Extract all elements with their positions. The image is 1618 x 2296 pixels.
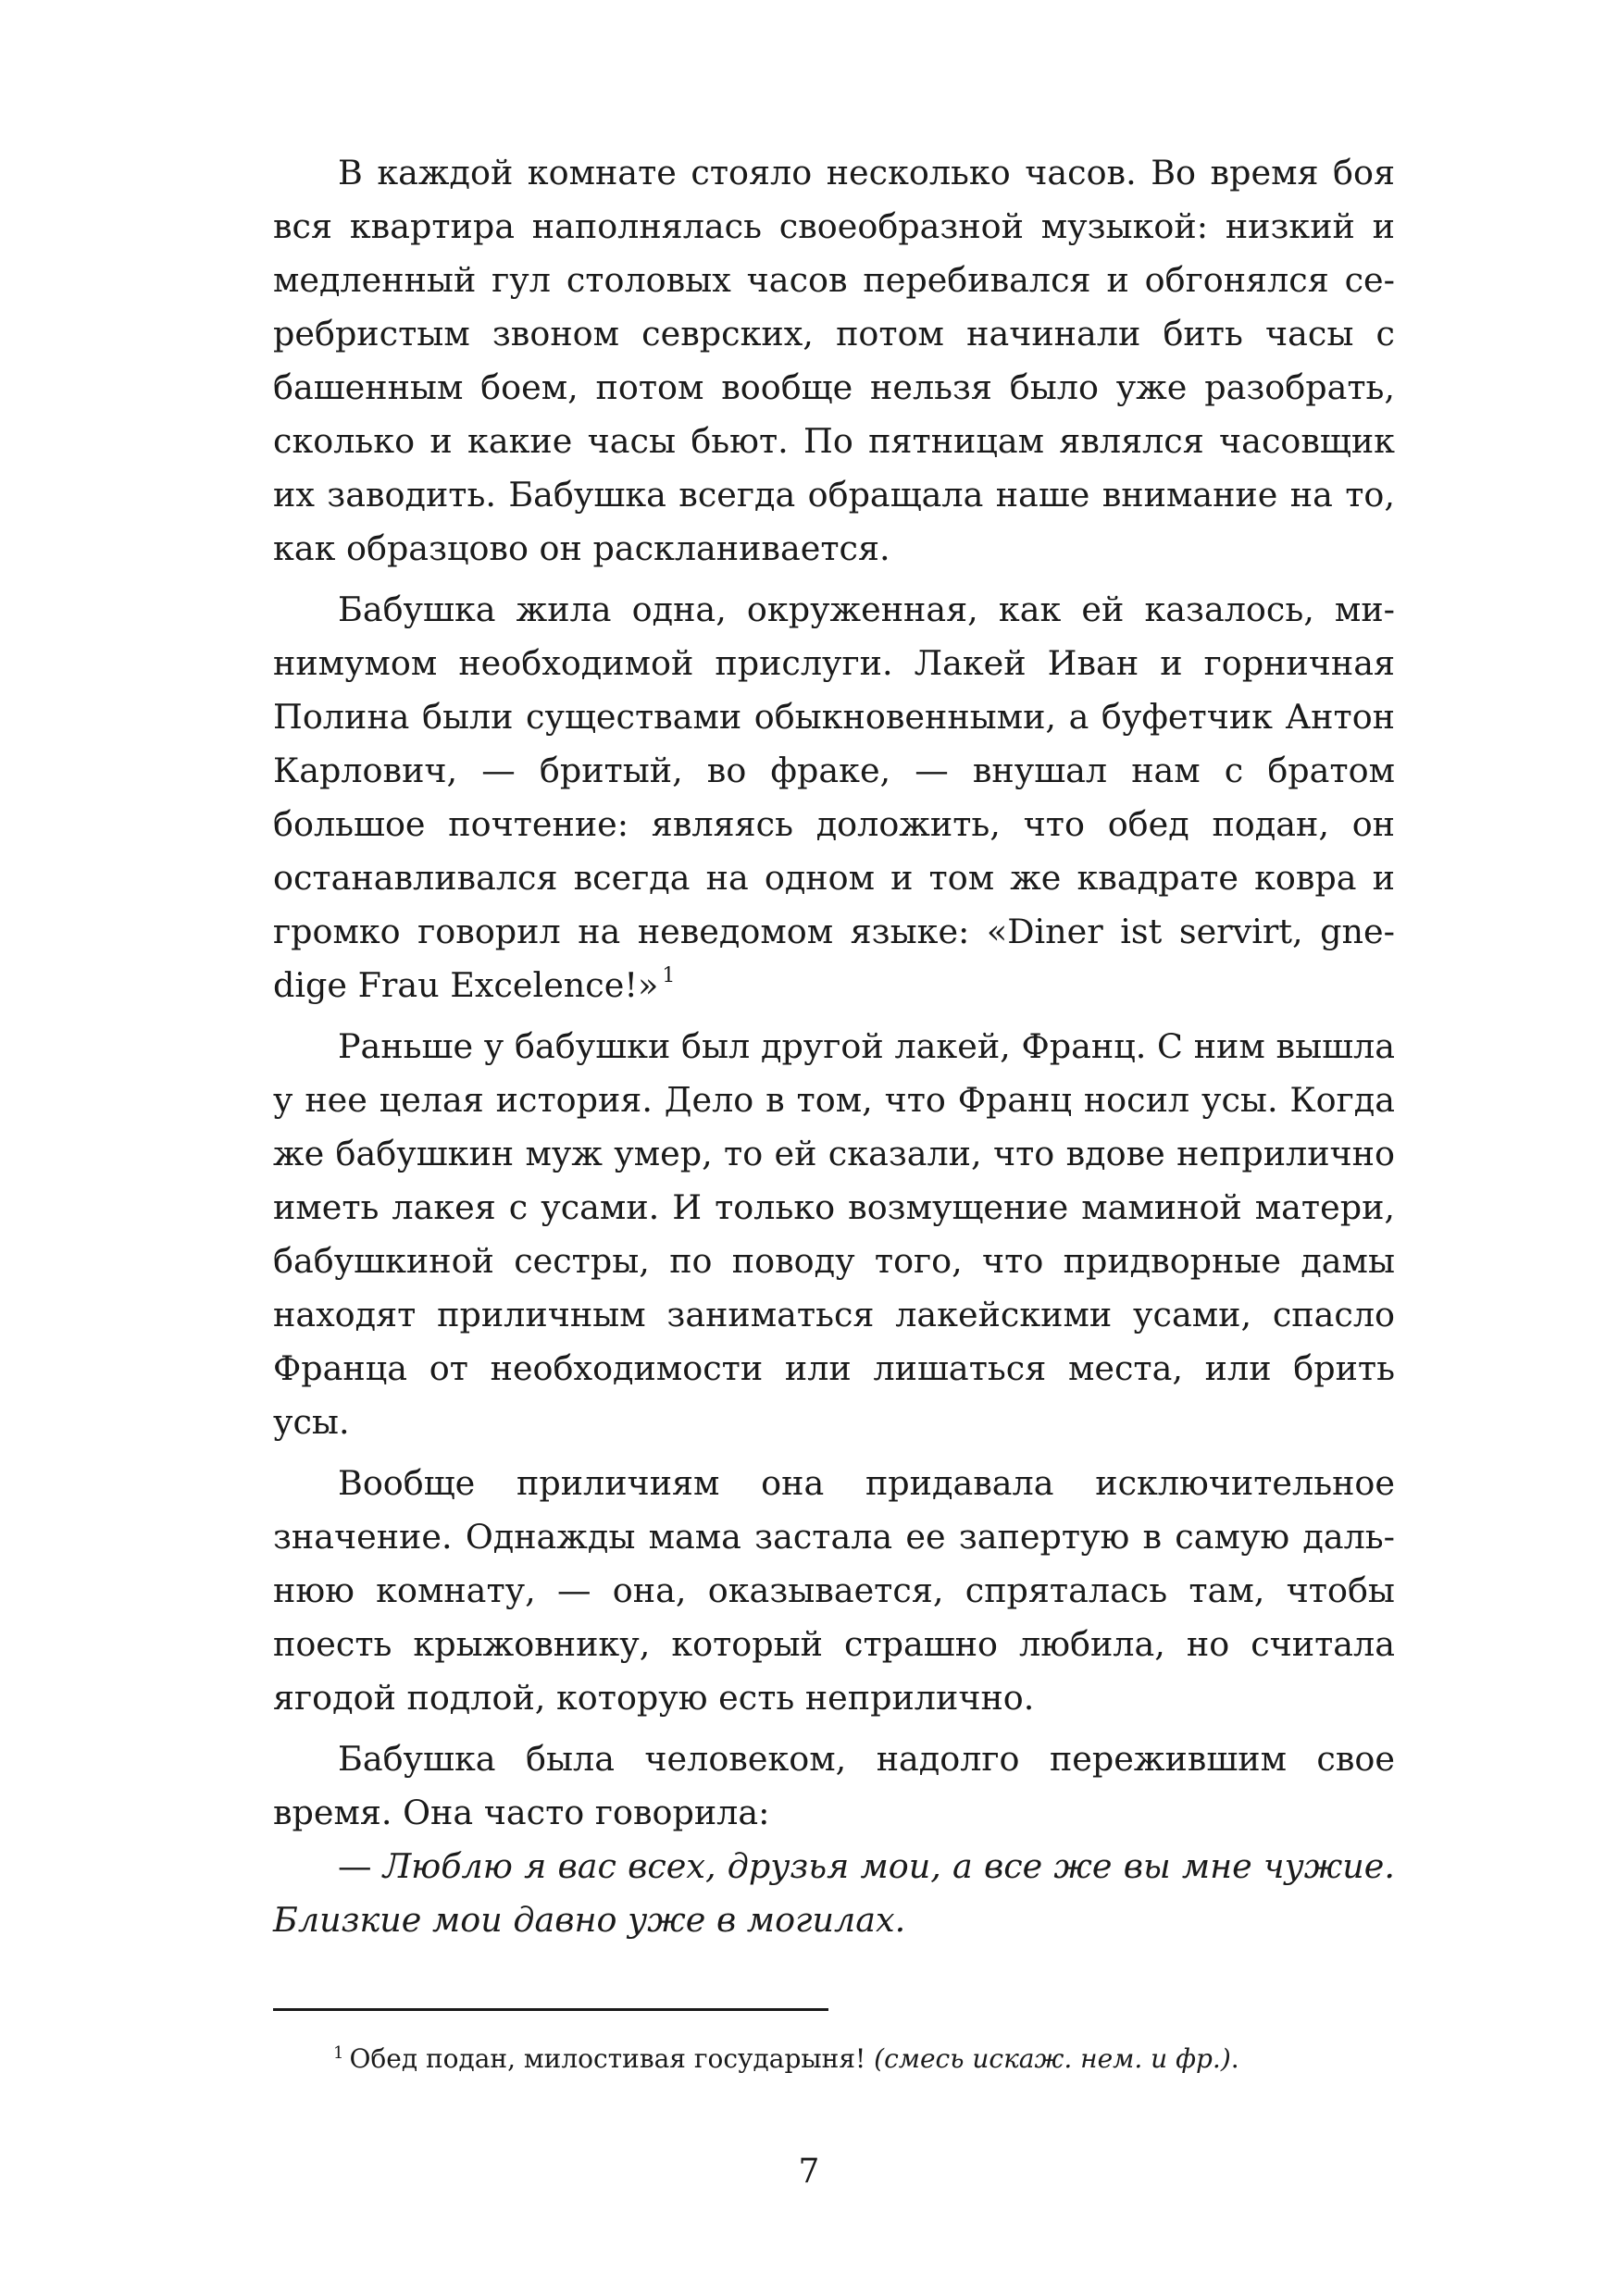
footnote-note: (смесь искаж. нем. и фр.)	[874, 2043, 1231, 2074]
paragraph-decency: Вообще приличиям она придавала исключительное значение. Однажды мама застала ее запертую в самую дальнюю комнату, — она, оказывается, спряталась там, чтобы поесть крыжовнику, который страшно любила, но считала ягодой подлой, которую есть неприлично.	[273, 1463, 1395, 1718]
paragraph-franz: Раньше у бабушки был другой лакей, Франц. С ним вышла у нее целая история. Дело в том, что Франц носил усы. Когда же бабушкин муж умер, то ей сказали, что вдове неприлично иметь лакея с усами. И только возмущение маминой матери, бабушкиной сестры, по поводу того, что придворные дамы находят приличным заниматься лакейскими усами, спасло Франца от необходимости или лишаться места, или брить усы.	[273, 1026, 1395, 1442]
footnote-divider	[273, 2008, 828, 2011]
footnote-end: .	[1230, 2043, 1239, 2074]
footnote-mark: 1	[333, 2043, 344, 2063]
quote-text: Люблю я вас всех, друзья мои, а все же вы мне чужие. Близкие мои давно уже в могилах.	[273, 1846, 1396, 1940]
paragraph-servants	[273, 583, 1395, 1012]
paragraph-servants-text: Бабушка жила одна, окруженная, как ей казалось, минимумом необходимой прислуги. Лакей Иван и горничная Полина были существами обыкновенными, а буфетчик Антон Карлович, — бритый, во фраке, — внушал нам с братом большое почтение: являясь доложить, что обед подан, он останавливался всегда на одном и том же квадрате ковра и громко говорил на неведомом языке: «Diner ist servirt, gnedige Frau Excelence!»	[273, 590, 1395, 1005]
footnote-text: Обед подан, милостивая государыня!	[349, 2043, 866, 2074]
paragraph-grandmother-time: Бабушка была человеком, надолго пережившим свое время. Она часто говорила:	[273, 1739, 1395, 1832]
main-text	[273, 146, 1395, 1955]
paragraph-quote	[273, 1840, 1395, 1947]
footnote	[333, 2041, 1388, 2078]
paragraph-clocks: В каждой комнате стояло несколько часов. Во время боя вся квартира наполнялась своеобразной музыкой: низкий и медленный гул столовых часов перебивался и обгонялся серебристым звоном севрских, потом начинали бить часы с башенным боем, потом вообще нельзя было уже разобрать, сколько и какие часы бьют. По пятницам являлся часовщик их заводить. Бабушка всегда обращала наше внимание на то, как образцово он раскланивается.	[273, 153, 1395, 568]
quote-dash: —	[338, 1846, 383, 1886]
page-number: 7	[798, 2153, 820, 2191]
footnote-reference[interactable]: 1	[662, 964, 676, 987]
